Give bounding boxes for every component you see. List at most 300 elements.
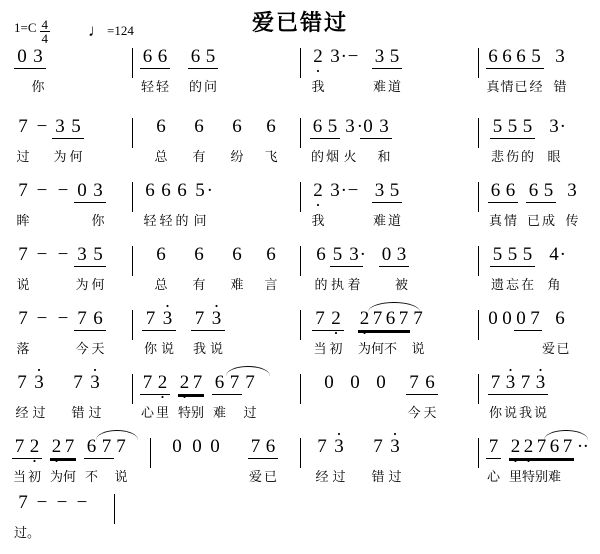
measure-lyrics — [166, 466, 278, 492]
note: 2 · — [178, 372, 191, 395]
lyric-syllable: 问 — [203, 79, 217, 94]
note: 3 — [376, 116, 392, 139]
staff-system — [0, 492, 600, 554]
note-extender: − — [36, 116, 48, 137]
note: 0 — [14, 46, 30, 69]
note: 3 · — [545, 116, 563, 138]
measure-lyrics — [14, 402, 104, 428]
note: 7 — [372, 308, 383, 329]
note: 6 — [156, 244, 166, 265]
note: 3 · — [326, 46, 344, 68]
lyric-syllable: 为 — [50, 469, 64, 484]
lyric-syllable: 为 — [358, 341, 372, 356]
lyric-syllable: 何 — [91, 277, 105, 292]
note: 3 · — [345, 244, 363, 267]
measure-notes — [490, 244, 563, 274]
note: 7 — [18, 180, 28, 201]
barline — [132, 374, 133, 404]
measure-notes — [140, 372, 258, 402]
lyric-syllable: 错 — [371, 469, 385, 484]
barline — [300, 182, 301, 212]
lyric-syllable: 经 — [15, 405, 29, 420]
note: 3 · — [326, 180, 344, 202]
note: 7 — [413, 308, 423, 329]
note: 2 · — [509, 436, 522, 459]
note: 0 — [360, 116, 376, 139]
note: 5 — [490, 116, 505, 139]
lyric-syllable: 我 — [311, 213, 325, 228]
note: 7 — [18, 244, 28, 265]
staff-system — [0, 180, 600, 242]
note: 6 — [266, 244, 276, 265]
note: 7 — [406, 372, 422, 395]
lyric-syllable: 轻 — [159, 213, 173, 228]
note: 6 — [90, 308, 106, 331]
lyric-syllable: 为 — [75, 277, 89, 292]
measure-notes — [486, 308, 568, 338]
lyric-syllable: 错 — [71, 405, 85, 420]
measure-lyrics — [142, 210, 210, 236]
barline — [478, 182, 479, 212]
lyric-syllable: 心 — [140, 405, 154, 420]
note: 2 · — [310, 46, 326, 68]
measure-lyrics — [310, 76, 402, 102]
note: 3 — [372, 180, 387, 203]
measure-lyrics — [142, 338, 225, 364]
note: 6 — [177, 180, 187, 201]
barline — [132, 48, 133, 78]
note: 5 — [520, 244, 535, 267]
barline — [478, 246, 479, 276]
note: 7 — [18, 308, 28, 329]
measure-notes — [312, 244, 409, 274]
lyric-syllable: 何 — [69, 149, 83, 164]
lyric-syllable: 说 — [160, 341, 174, 356]
lyric-syllable: 说 — [533, 405, 547, 420]
lyric-syllable: 和 — [377, 149, 391, 164]
note: 2 · — [27, 436, 42, 459]
note-extender: − — [347, 180, 359, 201]
lyric-syllable: 难 — [230, 277, 244, 292]
lyric-syllable: 执 — [330, 277, 344, 292]
note: 6 — [422, 372, 438, 395]
measure-notes — [488, 372, 548, 402]
lyric-syllable: 轻 — [143, 213, 157, 228]
lyric-syllable: 说 — [16, 277, 30, 292]
note: 0 — [502, 308, 512, 329]
measure-notes — [490, 116, 563, 146]
note: 7 — [488, 372, 503, 395]
lyric-syllable: 你 — [143, 341, 157, 356]
barline — [114, 494, 115, 524]
measure-notes — [14, 244, 106, 274]
lyric-syllable: 说 — [114, 469, 128, 484]
measure-lyrics — [312, 338, 426, 364]
note: 6 — [526, 180, 541, 203]
lyric-syllable: 不 — [384, 341, 398, 356]
note: 6 — [188, 46, 203, 69]
note: 3 — [74, 244, 90, 267]
barline — [300, 48, 301, 78]
measure-lyrics — [310, 210, 402, 236]
lyric-syllable: 初 — [27, 469, 41, 484]
measure-notes — [486, 436, 586, 466]
note: 7 — [140, 372, 155, 395]
measure-notes — [312, 308, 426, 338]
note: 6 — [84, 436, 99, 459]
note: 6 — [385, 308, 396, 329]
barline — [132, 118, 133, 148]
staff-system — [0, 436, 600, 498]
note: 7 — [245, 372, 255, 393]
note: 3 — [555, 46, 565, 67]
lyric-syllable: 爱 — [248, 469, 262, 484]
note: 7 — [12, 436, 27, 459]
note-extender: − — [36, 244, 48, 265]
note-extender: − — [347, 46, 359, 67]
page-title: 爱已错过 — [251, 10, 348, 35]
lyric-syllable: 说 — [209, 341, 223, 356]
note: 5 — [528, 46, 544, 69]
lyric-syllable: 烟 — [325, 149, 339, 164]
note: 6 — [194, 116, 204, 137]
note: · 3 — [30, 372, 48, 394]
note: 7 — [562, 436, 573, 457]
lyric-syllable: 初 — [329, 341, 343, 356]
lyric-syllable: 传 — [565, 213, 579, 228]
key-and-time-signature — [14, 17, 50, 47]
measure-notes — [14, 372, 104, 402]
measure-notes — [14, 492, 92, 522]
measure-notes — [166, 436, 278, 466]
note: 7 — [518, 372, 533, 395]
measure-lyrics — [14, 146, 84, 172]
lyric-syllable: 难 — [372, 213, 386, 228]
measure-lyrics — [14, 522, 41, 548]
tempo-value: =124 — [107, 22, 134, 38]
lyric-syllable: 我 — [192, 341, 206, 356]
measure-lyrics — [142, 146, 286, 172]
note: 0 — [514, 308, 528, 331]
measure-lyrics — [14, 210, 106, 236]
tempo-marking — [88, 22, 134, 39]
barline — [132, 246, 133, 276]
lyric-syllable: 言 — [264, 277, 278, 292]
lyric-syllable: 在 — [520, 277, 534, 292]
note: 7 — [317, 436, 327, 457]
lyric-syllable: 过 — [32, 405, 46, 420]
note: 7 — [192, 372, 203, 393]
note: 7 — [398, 308, 409, 329]
note: · 3 — [330, 436, 348, 458]
measure-lyrics — [14, 274, 106, 300]
lyric-syllable: 过 — [88, 405, 102, 420]
measure-lyrics — [140, 76, 218, 102]
note: 7 — [18, 492, 28, 513]
lyric-syllable: 难 — [372, 79, 386, 94]
note: 6 — [140, 46, 155, 69]
barline — [478, 438, 479, 468]
barline — [300, 438, 301, 468]
note: 0 — [488, 308, 498, 329]
lyric-syllable: 眸 — [16, 213, 30, 228]
note: 6 — [310, 116, 325, 139]
lyric-syllable: 难 — [212, 405, 226, 420]
note: 5 — [68, 116, 84, 139]
barline — [150, 438, 151, 468]
note-extender: − — [57, 180, 69, 201]
note: 6 — [488, 180, 503, 203]
measure-notes — [142, 116, 286, 146]
note: 2 · — [155, 372, 170, 395]
lyric-syllable: 角 — [547, 277, 561, 292]
note: · 3 — [503, 372, 518, 395]
note: 2 · — [358, 308, 371, 331]
note: · 3 — [86, 372, 104, 394]
note: 6 — [500, 46, 514, 69]
measure-lyrics — [488, 210, 580, 236]
note: 6 — [212, 372, 227, 395]
lyric-syllable: 的 — [188, 79, 202, 94]
note: 3 — [30, 46, 46, 69]
lyric-syllable: 忘 — [505, 277, 519, 292]
note: 5 · — [190, 180, 210, 202]
lyric-syllable: 经 — [315, 469, 329, 484]
note: 6 — [316, 244, 326, 265]
measure-notes — [14, 116, 84, 146]
lyric-syllable: 今 — [75, 341, 89, 356]
note: 0 — [74, 180, 90, 203]
note: 7 — [116, 436, 126, 457]
note-extender: − — [36, 180, 48, 201]
measure-notes — [316, 372, 438, 402]
measure-notes — [486, 46, 568, 76]
note: 2 · — [328, 308, 344, 331]
lyric-syllable: 纷 — [230, 149, 244, 164]
note: 7 — [73, 372, 83, 393]
lyric-syllable: 真 — [488, 213, 502, 228]
note: 0 — [210, 436, 220, 457]
note: 6 — [155, 46, 170, 69]
lyric-syllable: 问 — [193, 213, 207, 228]
measure-lyrics — [490, 146, 563, 172]
lyric-syllable: 情 — [500, 79, 514, 94]
note-extender: − — [57, 308, 69, 329]
lyric-syllable: 悲 — [490, 149, 504, 164]
note: 6 — [156, 116, 166, 137]
lyric-syllable: 落 — [16, 341, 30, 356]
note: 3 · — [340, 116, 360, 138]
lyric-syllable: 错 — [553, 79, 567, 94]
barline — [300, 246, 301, 276]
note: · 3 — [386, 436, 404, 458]
lyric-syllable: 已 — [514, 79, 528, 94]
barline — [132, 310, 133, 340]
note: 6 — [514, 46, 528, 69]
measure-lyrics — [488, 402, 548, 428]
lyric-syllable: 已 — [556, 341, 570, 356]
note: 6 — [263, 436, 278, 459]
note: 0 — [376, 372, 386, 393]
measure-notes — [140, 46, 218, 76]
lyric-syllable: 总 — [154, 149, 168, 164]
lyric-syllable: 过 — [16, 149, 30, 164]
note: 2 · — [522, 436, 535, 459]
measure-notes — [488, 180, 580, 210]
measure-notes — [14, 180, 106, 210]
note: 6 — [266, 116, 276, 137]
barline — [478, 310, 479, 340]
note: · 3 — [533, 372, 548, 395]
note: 5 — [505, 116, 520, 139]
note: 7 — [536, 436, 547, 457]
note: 7 — [17, 372, 27, 393]
note: 7 — [486, 436, 501, 459]
lyric-syllable: 经 — [529, 79, 543, 94]
lyric-syllable: 总 — [154, 277, 168, 292]
note: 5 — [203, 46, 218, 69]
lyric-syllable: 成 — [541, 213, 555, 228]
measure-notes — [310, 46, 402, 76]
note: · · — [574, 436, 586, 458]
lyric-syllable: 你 — [91, 213, 105, 228]
note: 6 — [194, 244, 204, 265]
lyric-syllable: 过 — [388, 469, 402, 484]
note: 2 · — [310, 180, 326, 202]
staff-system — [0, 244, 600, 306]
note: 5 — [387, 180, 402, 203]
note: 6 — [232, 116, 242, 137]
lyric-syllable: 特 — [522, 469, 536, 484]
barline — [478, 118, 479, 148]
note: 7 — [99, 436, 114, 459]
lyric-syllable: 何 — [63, 469, 77, 484]
barline — [478, 48, 479, 78]
measure-notes — [142, 244, 286, 274]
measure-lyrics — [140, 402, 258, 428]
barline — [300, 374, 301, 404]
measure-notes — [142, 180, 210, 210]
time-signature — [40, 18, 51, 45]
lyric-syllable: 有 — [192, 149, 206, 164]
note: 5 — [541, 180, 556, 203]
note: 6 — [549, 436, 560, 457]
lyric-syllable: 眼 — [547, 149, 561, 164]
measure-lyrics — [490, 274, 563, 300]
note: 7 — [142, 308, 159, 331]
note: 7 — [18, 116, 28, 137]
lyric-syllable: 别 — [191, 405, 205, 420]
note: 0 — [379, 244, 394, 267]
barline — [478, 374, 479, 404]
lyric-syllable: 当 — [12, 469, 26, 484]
measure-notes — [142, 308, 225, 338]
measure-notes — [12, 436, 128, 466]
lyric-syllable: 你 — [488, 405, 502, 420]
measure-lyrics — [310, 146, 392, 172]
staff-system — [0, 116, 600, 178]
measure-lyrics — [312, 274, 409, 300]
lyric-syllable: 今 — [407, 405, 421, 420]
note: 0 — [350, 372, 360, 393]
lyric-syllable: 当 — [313, 341, 327, 356]
note-extender: − — [36, 308, 48, 329]
lyric-syllable: 说 — [503, 405, 517, 420]
barline — [300, 310, 301, 340]
measure-notes — [310, 180, 402, 210]
lyric-syllable: 轻 — [140, 79, 154, 94]
lyric-syllable: 的 — [310, 149, 324, 164]
lyric-syllable: 说 — [411, 341, 425, 356]
lyric-syllable: 的 — [175, 213, 189, 228]
note: 0 — [172, 436, 182, 457]
measure-notes — [314, 436, 404, 466]
lyric-syllable: 为 — [53, 149, 67, 164]
lyric-syllable: 飞 — [264, 149, 278, 164]
lyric-syllable: 过。 — [14, 525, 41, 540]
lyric-syllable: 真 — [486, 79, 500, 94]
note: 6 — [232, 244, 242, 265]
note: 5 — [325, 116, 340, 139]
note: 6 — [145, 180, 155, 201]
lyric-syllable: 道 — [387, 79, 401, 94]
note: 7 — [64, 436, 75, 457]
note: 3 — [90, 180, 106, 203]
note: 6 — [161, 180, 171, 201]
note-extender: − — [76, 492, 88, 513]
lyric-syllable: 天 — [91, 341, 105, 356]
lyric-syllable: 道 — [387, 213, 401, 228]
note-extender: − — [57, 244, 69, 265]
note: 3 — [372, 46, 387, 69]
note-extender: − — [56, 492, 68, 513]
lyric-syllable: 已 — [263, 469, 277, 484]
lyric-syllable: 特 — [178, 405, 192, 420]
note: 7 — [373, 436, 383, 457]
note-extender: − — [36, 492, 48, 513]
lyric-syllable: 里 — [155, 405, 169, 420]
note: 5 — [490, 244, 505, 267]
lyric-syllable: 情 — [503, 213, 517, 228]
note: 5 — [520, 116, 535, 139]
note: 4 · — [545, 244, 563, 266]
lyric-syllable: 火 — [343, 149, 357, 164]
measure-lyrics — [14, 76, 46, 102]
lyric-syllable: 里 — [509, 469, 523, 484]
barline — [300, 118, 301, 148]
lyric-syllable: 有 — [192, 277, 206, 292]
lyric-syllable: 你 — [31, 79, 45, 94]
note: · 3 — [159, 308, 176, 331]
note: 3 — [394, 244, 409, 267]
quarter-note-icon: ♩ — [88, 21, 105, 40]
measure-lyrics — [12, 466, 128, 492]
lyric-syllable: 我 — [311, 79, 325, 94]
measure-lyrics — [486, 466, 561, 492]
barline — [132, 182, 133, 212]
lyric-syllable: 爱 — [542, 341, 556, 356]
lyric-syllable: 我 — [518, 405, 532, 420]
measure-notes — [14, 46, 46, 76]
note: 5 — [505, 244, 520, 267]
measure-notes — [310, 116, 392, 146]
lyric-syllable: 的 — [314, 277, 328, 292]
lyric-syllable: 遗 — [490, 277, 504, 292]
note: 7 — [312, 308, 328, 331]
lyric-syllable: 难 — [548, 469, 562, 484]
measure-lyrics — [316, 402, 438, 428]
note: 7 — [227, 372, 242, 395]
